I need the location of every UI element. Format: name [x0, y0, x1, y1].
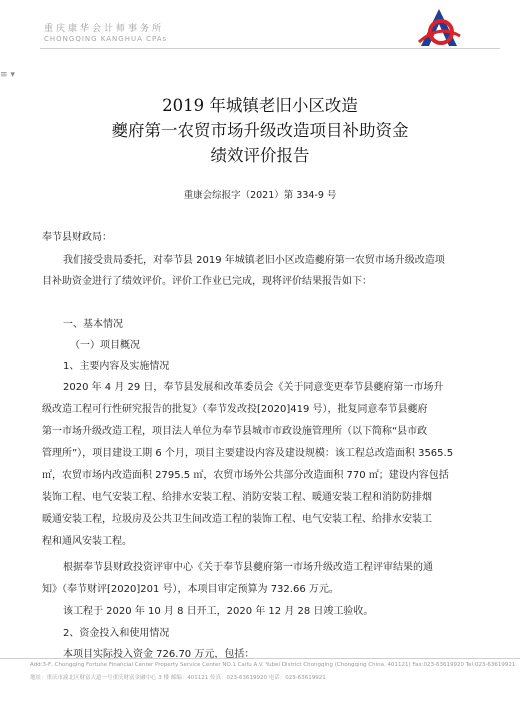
paragraph-line: 知》（奉节财评[2020]201 号），本项目审定预算为 732.66 万元。 [42, 584, 339, 595]
paragraph-line: 2020 年 4 月 29 日，奉节县发展和改革委员会《关于同意变更奉节县夔府第一市场升 [63, 382, 444, 393]
addressee: 奉节县财政局： [42, 232, 112, 243]
footer-address-cn: 地址：重庆市渝北区财富大道一号重庆财富金融中心 3 楼 邮编：401121 传真：023-63619920 电话：023-63619921 [30, 675, 326, 681]
paragraph-line: 本项目实际投入资金 726.70 万元，包括： [63, 649, 255, 660]
paragraph-line: 暖通安装工程，垃圾房及公共卫生间改造工程的装饰工程、电气安装工程、给排水安装工 [42, 514, 432, 525]
firm-name-cn: 重庆康华会计师事务所 [44, 24, 165, 34]
firm-logo-icon [416, 6, 462, 50]
firm-name-en: CHONGQING KANGHUA CPAs [44, 35, 168, 43]
section-heading: 一、基本情况 [63, 319, 123, 330]
item-heading: 1、主要内容及实施情况 [63, 361, 170, 372]
subsection-heading: （一）项目概况 [70, 340, 140, 351]
paragraph-line: 级改造工程可行性研究报告的批复》（奉节发改投[2020]419 号），批复同意奉节县夔府 [42, 404, 428, 415]
paragraph-line: 该工程于 2020 年 10 月 8 日开工，2020 年 12 月 28 日竣工验收。 [63, 606, 374, 617]
paragraph-line: 程和通风安装工程。 [42, 536, 132, 547]
footer-divider [0, 658, 520, 659]
paragraph-line: ㎡，农贸市场内改造面积 2795.5 ㎡，农贸市场外公共部分改造面积 770 ㎡；建设内容包括 [42, 470, 449, 481]
report-title-line-3: 绩效评价报告 [210, 146, 310, 165]
header-divider [40, 48, 500, 49]
document-number: 重康会综报字（2021）第 334-9 号 [183, 190, 337, 201]
intro-line: 目补助资金进行了绩效评价。评价工作业已完成，现将评价结果报告如下： [42, 276, 372, 287]
margin-marker: ≡ ▾ [0, 70, 15, 80]
report-title-line-2: 夔府第一农贸市场升级改造项目补助资金 [111, 121, 409, 140]
paragraph-line: 第一市场升级改造工程，项目法人单位为奉节县城市市政设施管理所（以下简称“县市政 [42, 426, 428, 437]
paragraph-line: 装饰工程、电气安装工程、给排水安装工程、消防安装工程、暖通安装工程和消防防排烟 [42, 492, 432, 503]
item-heading: 2、资金投入和使用情况 [63, 628, 170, 639]
report-title-line-1: 2019 年城镇老旧小区改造 [162, 96, 358, 115]
footer-address-en: Add:3-F, Chongqing Fortune Financial Center Property Service Center NO.1 Caifu A.V. Yubei District Chongqing (Chongqing China. 401121) Fax:023-63619920 Tel:023-63619921 [30, 662, 516, 668]
intro-line: 我们接受贵局委托，对奉节县 2019 年城镇老旧小区改造夔府第一农贸市场升级改造项 [63, 255, 445, 266]
paragraph-line: 管理所”），项目建设工期 6 个月，项目主要建设内容及建设规模：该工程总改造面积 3565.5 [42, 448, 454, 459]
paragraph-line: 根据奉节县财政投资评审中心《关于奉节县夔府第一市场升级改造工程评审结果的通 [63, 562, 433, 573]
